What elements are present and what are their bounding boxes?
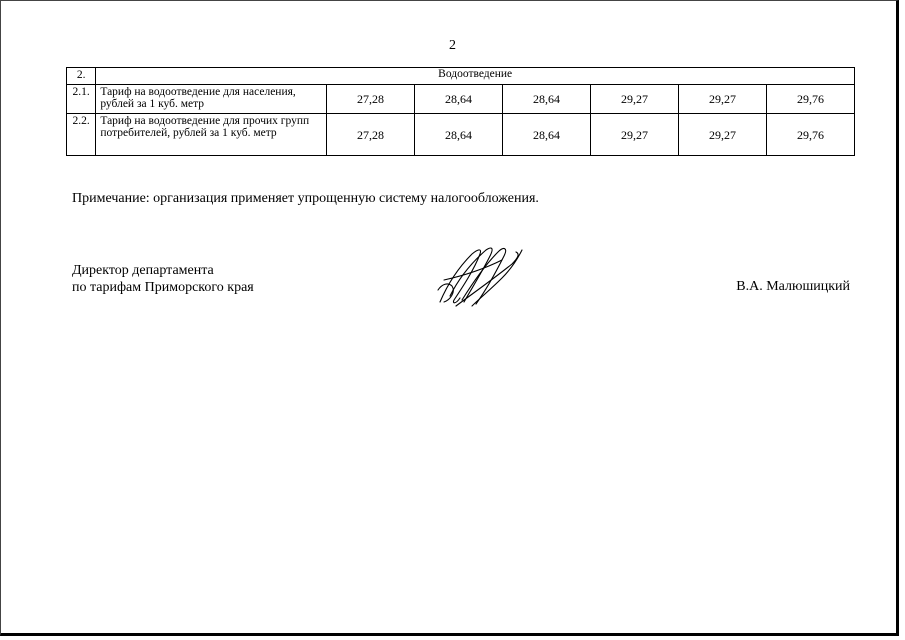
row-value: 29,27	[590, 114, 678, 156]
page-number: 2	[449, 38, 456, 53]
row-number: 2.1.	[67, 85, 96, 114]
row-name: Тариф на водоотведение для населения, рублей за 1 куб. метр	[96, 85, 327, 114]
signer-name: В.А. Малюшицкий	[736, 279, 850, 294]
row-value: 27,28	[326, 85, 414, 114]
signer-title-line: Директор департамента	[72, 263, 214, 278]
row-value: 28,64	[502, 85, 590, 114]
row-value: 28,64	[414, 85, 502, 114]
signer-title	[72, 262, 254, 296]
row-value: 27,28	[326, 114, 414, 156]
row-value: 29,76	[766, 114, 854, 156]
row-value: 29,27	[678, 114, 766, 156]
table-row	[67, 114, 855, 156]
row-number: 2.2.	[67, 114, 96, 156]
table-section-row	[67, 68, 855, 85]
table-row	[67, 85, 855, 114]
note-text: Примечание: организация применяет упрощенную систему налогообложения.	[72, 191, 539, 206]
tariff-table	[66, 67, 855, 156]
row-value: 28,64	[414, 114, 502, 156]
section-title: Водоотведение	[96, 68, 855, 85]
row-name: Тариф на водоотведение для прочих групп потребителей, рублей за 1 куб. метр	[96, 114, 327, 156]
signer-title-line: по тарифам Приморского края	[72, 280, 254, 295]
row-value: 29,27	[678, 85, 766, 114]
section-number: 2.	[67, 68, 96, 85]
row-value: 29,27	[590, 85, 678, 114]
row-value: 28,64	[502, 114, 590, 156]
row-value: 29,76	[766, 85, 854, 114]
handwritten-signature	[432, 240, 528, 312]
